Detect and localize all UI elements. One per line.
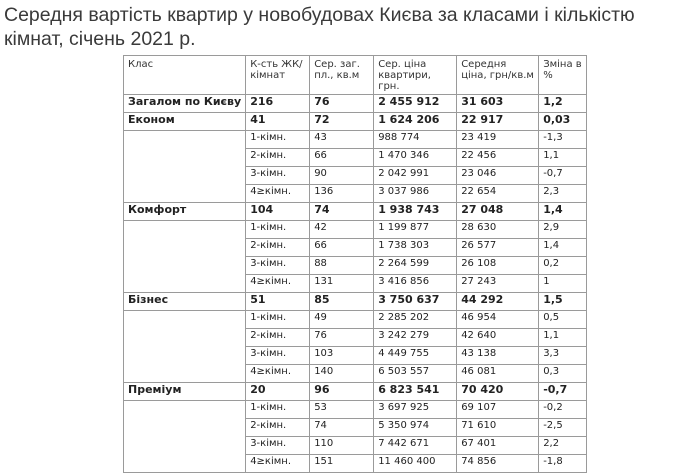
room-change: 2,9 <box>539 221 587 239</box>
blank-class-cell <box>124 149 246 167</box>
room-row <box>124 239 587 257</box>
room-area: 131 <box>310 275 374 293</box>
room-area: 49 <box>310 311 374 329</box>
class-label: Комфорт <box>124 203 246 221</box>
room-row <box>124 275 587 293</box>
column-header-change: Зміна в % <box>539 56 587 95</box>
blank-class-cell <box>124 419 246 437</box>
class-row <box>124 203 587 221</box>
room-type: 3-кімн. <box>246 347 310 365</box>
room-type: 3-кімн. <box>246 437 310 455</box>
room-price: 6 503 557 <box>374 365 457 383</box>
class-price-sqm: 44 292 <box>457 293 539 311</box>
blank-class-cell <box>124 185 246 203</box>
blank-class-cell <box>124 239 246 257</box>
room-price-sqm: 28 630 <box>457 221 539 239</box>
room-price: 1 738 303 <box>374 239 457 257</box>
room-price: 1 470 346 <box>374 149 457 167</box>
class-price-sqm: 70 420 <box>457 383 539 401</box>
class-row <box>124 293 587 311</box>
room-change: 0,3 <box>539 365 587 383</box>
room-change: 1 <box>539 275 587 293</box>
room-price-sqm: 26 577 <box>457 239 539 257</box>
class-change: -0,7 <box>539 383 587 401</box>
room-area: 53 <box>310 401 374 419</box>
room-type: 4≥кімн. <box>246 275 310 293</box>
room-type: 3-кімн. <box>246 167 310 185</box>
class-count: 51 <box>246 293 310 311</box>
room-price-sqm: 46 954 <box>457 311 539 329</box>
class-change: 1,4 <box>539 203 587 221</box>
blank-class-cell <box>124 401 246 419</box>
room-change: -2,5 <box>539 419 587 437</box>
room-change: 0,2 <box>539 257 587 275</box>
room-type: 1-кімн. <box>246 221 310 239</box>
room-change: 2,3 <box>539 185 587 203</box>
column-header-price: Сер. ціна квартири, грн. <box>374 56 457 95</box>
class-count: 20 <box>246 383 310 401</box>
room-row <box>124 329 587 347</box>
blank-class-cell <box>124 167 246 185</box>
room-type: 4≥кімн. <box>246 185 310 203</box>
room-row <box>124 185 587 203</box>
class-change: 1,5 <box>539 293 587 311</box>
room-price-sqm: 26 108 <box>457 257 539 275</box>
room-row <box>124 257 587 275</box>
class-price: 1 938 743 <box>374 203 457 221</box>
room-type: 4≥кімн. <box>246 365 310 383</box>
room-change: 0,5 <box>539 311 587 329</box>
room-change: -1,8 <box>539 455 587 473</box>
summary-count: 216 <box>246 95 310 113</box>
class-area: 74 <box>310 203 374 221</box>
class-price-sqm: 22 917 <box>457 113 539 131</box>
room-price: 1 199 877 <box>374 221 457 239</box>
room-row <box>124 365 587 383</box>
room-type: 2-кімн. <box>246 329 310 347</box>
room-type: 3-кімн. <box>246 257 310 275</box>
room-change: 1,1 <box>539 149 587 167</box>
room-area: 151 <box>310 455 374 473</box>
class-area: 96 <box>310 383 374 401</box>
class-label: Преміум <box>124 383 246 401</box>
summary-price: 2 455 912 <box>374 95 457 113</box>
room-area: 90 <box>310 167 374 185</box>
room-price: 988 774 <box>374 131 457 149</box>
room-type: 2-кімн. <box>246 419 310 437</box>
room-type: 2-кімн. <box>246 239 310 257</box>
room-price: 2 264 599 <box>374 257 457 275</box>
room-row <box>124 455 587 473</box>
blank-class-cell <box>124 311 246 329</box>
class-label: Економ <box>124 113 246 131</box>
room-change: -0,2 <box>539 401 587 419</box>
blank-class-cell <box>124 221 246 239</box>
column-header-class: Клас <box>124 56 246 95</box>
class-count: 41 <box>246 113 310 131</box>
room-row <box>124 437 587 455</box>
room-price-sqm: 71 610 <box>457 419 539 437</box>
class-area: 85 <box>310 293 374 311</box>
room-row <box>124 419 587 437</box>
room-row <box>124 401 587 419</box>
room-price-sqm: 67 401 <box>457 437 539 455</box>
class-price: 1 624 206 <box>374 113 457 131</box>
room-change: -0,7 <box>539 167 587 185</box>
room-area: 110 <box>310 437 374 455</box>
room-row <box>124 221 587 239</box>
room-price: 3 242 279 <box>374 329 457 347</box>
blank-class-cell <box>124 455 246 473</box>
blank-class-cell <box>124 275 246 293</box>
blank-class-cell <box>124 347 246 365</box>
summary-label: Загалом по Києву <box>124 95 246 113</box>
room-price: 3 416 856 <box>374 275 457 293</box>
room-type: 1-кімн. <box>246 401 310 419</box>
room-price: 4 449 755 <box>374 347 457 365</box>
summary-change: 1,2 <box>539 95 587 113</box>
room-price-sqm: 69 107 <box>457 401 539 419</box>
price-table-container <box>123 55 587 473</box>
room-row <box>124 149 587 167</box>
room-price-sqm: 46 081 <box>457 365 539 383</box>
room-price: 11 460 400 <box>374 455 457 473</box>
room-change: 2,2 <box>539 437 587 455</box>
room-area: 103 <box>310 347 374 365</box>
page-title: Середня вартість квартир у новобудовах Києва за класами і кількістю кімнат, січень 2021 р. <box>4 4 635 50</box>
room-type: 1-кімн. <box>246 311 310 329</box>
room-row <box>124 311 587 329</box>
room-row <box>124 347 587 365</box>
summary-area: 76 <box>310 95 374 113</box>
room-area: 76 <box>310 329 374 347</box>
room-change: 1,4 <box>539 239 587 257</box>
column-header-area: Сер. заг. пл., кв.м <box>310 56 374 95</box>
class-row <box>124 113 587 131</box>
room-area: 66 <box>310 239 374 257</box>
room-price-sqm: 23 046 <box>457 167 539 185</box>
price-table <box>123 55 587 473</box>
class-count: 104 <box>246 203 310 221</box>
room-price-sqm: 23 419 <box>457 131 539 149</box>
room-area: 66 <box>310 149 374 167</box>
room-price-sqm: 42 640 <box>457 329 539 347</box>
room-price: 2 285 202 <box>374 311 457 329</box>
room-type: 1-кімн. <box>246 131 310 149</box>
class-price: 6 823 541 <box>374 383 457 401</box>
blank-class-cell <box>124 437 246 455</box>
room-area: 88 <box>310 257 374 275</box>
room-type: 4≥кімн. <box>246 455 310 473</box>
column-header-price-sqm: Середня ціна, грн/кв.м <box>457 56 539 95</box>
table-header-row <box>124 56 587 95</box>
blank-class-cell <box>124 329 246 347</box>
summary-row <box>124 95 587 113</box>
room-price: 5 350 974 <box>374 419 457 437</box>
class-row <box>124 383 587 401</box>
room-price: 7 442 671 <box>374 437 457 455</box>
room-price-sqm: 22 654 <box>457 185 539 203</box>
room-change: 3,3 <box>539 347 587 365</box>
room-area: 136 <box>310 185 374 203</box>
room-change: -1,3 <box>539 131 587 149</box>
room-price-sqm: 22 456 <box>457 149 539 167</box>
room-price-sqm: 43 138 <box>457 347 539 365</box>
room-change: 1,1 <box>539 329 587 347</box>
room-type: 2-кімн. <box>246 149 310 167</box>
room-price-sqm: 74 856 <box>457 455 539 473</box>
room-area: 42 <box>310 221 374 239</box>
room-price: 3 697 925 <box>374 401 457 419</box>
room-price-sqm: 27 243 <box>457 275 539 293</box>
summary-price-sqm: 31 603 <box>457 95 539 113</box>
room-row <box>124 131 587 149</box>
class-change: 0,03 <box>539 113 587 131</box>
room-price: 3 037 986 <box>374 185 457 203</box>
blank-class-cell <box>124 365 246 383</box>
room-area: 43 <box>310 131 374 149</box>
class-price-sqm: 27 048 <box>457 203 539 221</box>
class-area: 72 <box>310 113 374 131</box>
class-label: Бізнес <box>124 293 246 311</box>
blank-class-cell <box>124 257 246 275</box>
blank-class-cell <box>124 131 246 149</box>
room-row <box>124 167 587 185</box>
room-price: 2 042 991 <box>374 167 457 185</box>
table-body <box>124 56 587 473</box>
class-price: 3 750 637 <box>374 293 457 311</box>
room-area: 140 <box>310 365 374 383</box>
column-header-count: К-сть ЖК/ кімнат <box>246 56 310 95</box>
room-area: 74 <box>310 419 374 437</box>
